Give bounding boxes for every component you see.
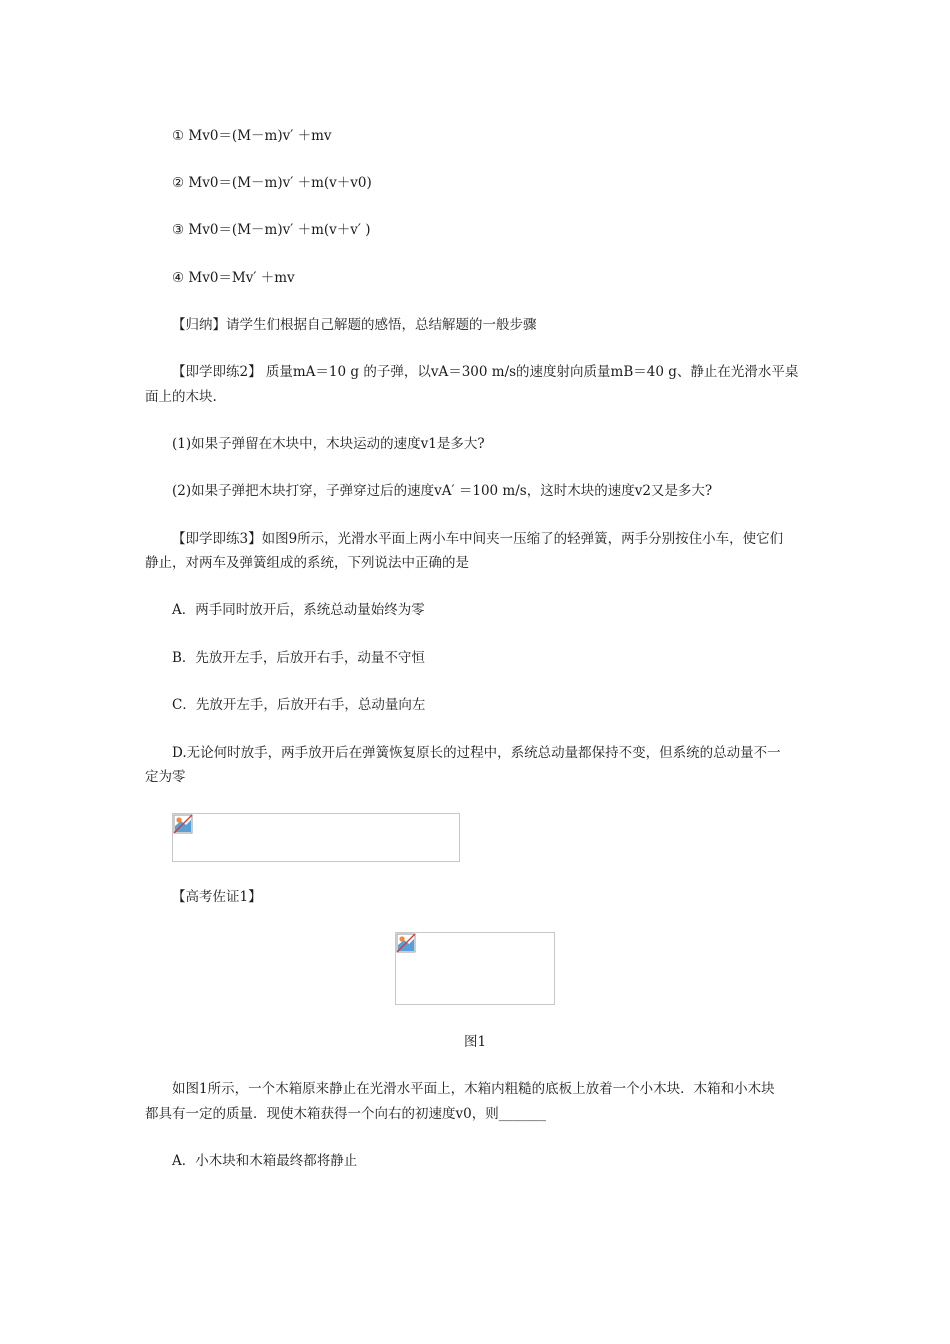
practice3-option-a: A．两手同时放开后，系统总动量始终为零	[172, 602, 425, 618]
equation-option-1: ① Mv0＝(M－m)v′ ＋mv	[172, 128, 332, 144]
practice3-option-b: B．先放开左手，后放开右手，动量不守恒	[172, 650, 425, 666]
equation-option-3: ③ Mv0＝(M－m)v′ ＋m(v＋v′ )	[172, 222, 371, 238]
practice2-question-2: (2)如果子弹把木块打穿，子弹穿过后的速度vA′ ＝100 m/s，这时木块的速度v2又是多大?	[172, 483, 713, 499]
exam-problem-line2: 都具有一定的质量．现使木箱获得一个向右的初速度v0，则_______	[145, 1106, 546, 1122]
broken-image-icon	[396, 933, 416, 953]
practice3-option-d-line2: 定为零	[145, 769, 186, 785]
figure-1-caption: 图1	[463, 1034, 487, 1050]
exam-heading: 【高考佐证1】	[172, 889, 262, 905]
figure-9-image-placeholder	[172, 813, 460, 862]
practice3-option-d-line1: D.无论何时放手，两手放开后在弹簧恢复原长的过程中，系统总动量都保持不变，但系统的总动量不一	[172, 745, 781, 761]
practice3-line1: 【即学即练3】如图9所示，光滑水平面上两小车中间夹一压缩了的轻弹簧，两手分别按住小车，使它们	[172, 531, 784, 547]
exam-option-a: A．小木块和木箱最终都将静止	[172, 1153, 358, 1169]
practice2-line2: 面上的木块.	[145, 389, 217, 405]
practice2-question-1: (1)如果子弹留在木块中，木块运动的速度v1是多大?	[172, 436, 485, 452]
equation-option-4: ④ Mv0＝Mv′ ＋mv	[172, 270, 295, 286]
equation-option-2: ② Mv0＝(M－m)v′ ＋m(v＋v0)	[172, 175, 372, 191]
exam-problem-line1: 如图1所示，一个木箱原来静止在光滑水平面上，木箱内粗糙的底板上放着一个小木块．木箱和小木块	[172, 1081, 775, 1097]
figure-1-image-placeholder	[395, 932, 555, 1005]
summary-paragraph: 【归纳】请学生们根据自己解题的感悟，总结解题的一般步骤	[172, 317, 537, 333]
broken-image-icon	[173, 814, 193, 834]
practice3-line2: 静止，对两车及弹簧组成的系统，下列说法中正确的是	[145, 555, 469, 571]
practice2-line1: 【即学即练2】 质量mA＝10 g 的子弹，以vA＝300 m/s的速度射向质量mB＝40 g、静止在光滑水平桌	[172, 364, 799, 380]
practice3-option-c: C．先放开左手，后放开右手，总动量向左	[172, 697, 426, 713]
